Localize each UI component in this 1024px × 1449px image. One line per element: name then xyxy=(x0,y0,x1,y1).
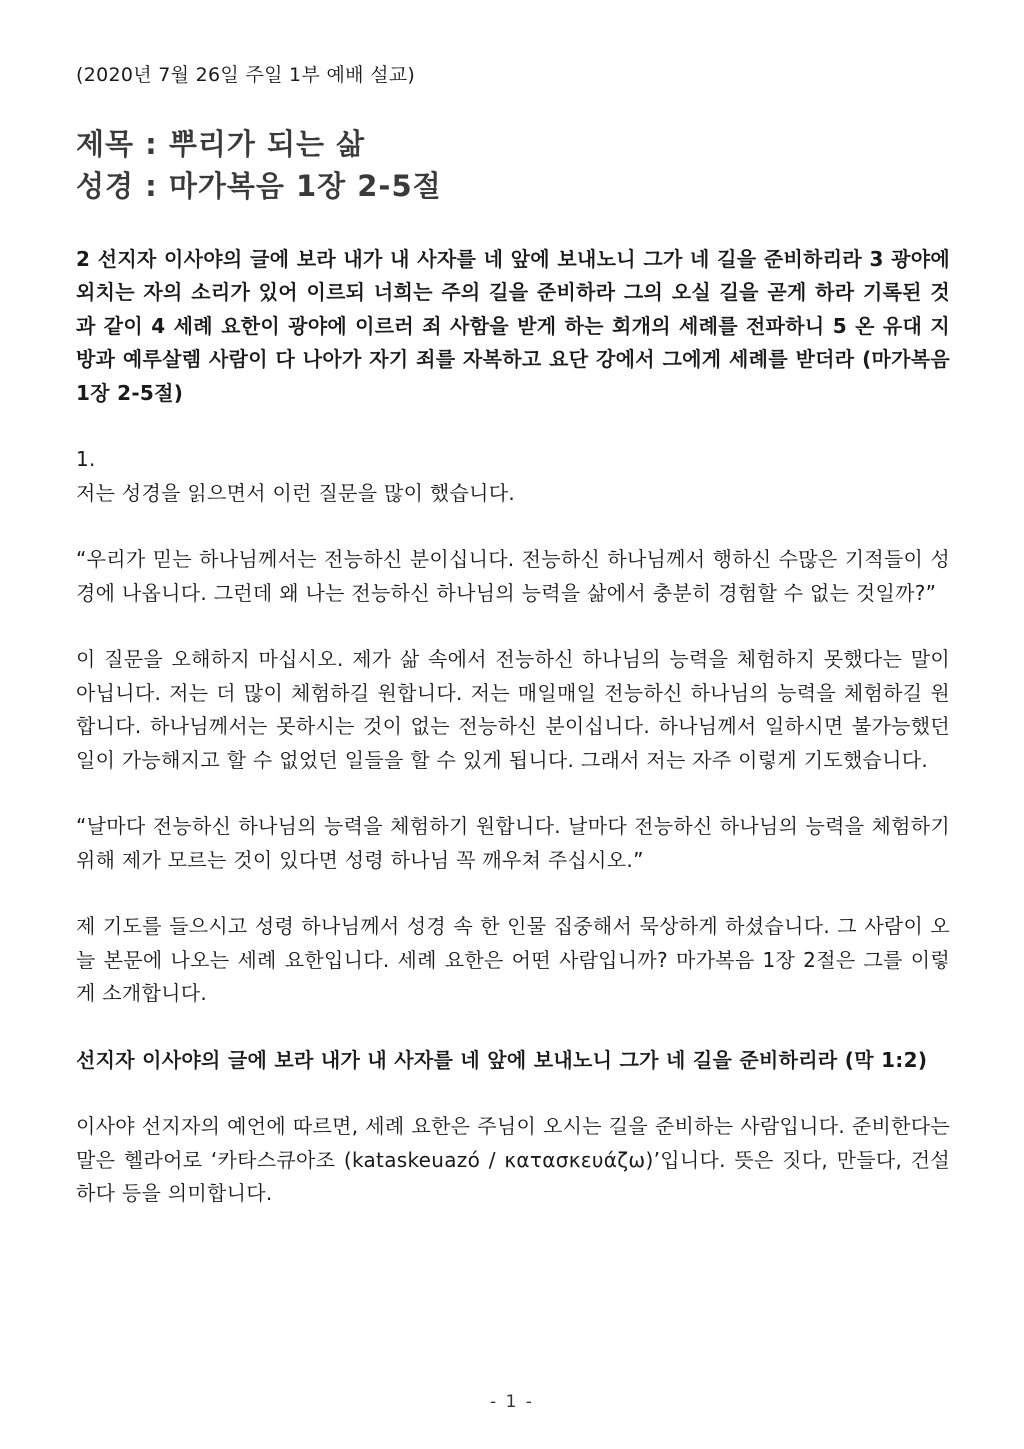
body-paragraph: 제 기도를 들으시고 성령 하나님께서 성경 속 한 인물 집중해서 묵상하게 하셨습니다. 그 사람이 오늘 본문에 나오는 세례 요한입니다. 세례 요한은 어떤 사람입니까? 마가복음 1장 2절은 그를 이렇게 소개합니다. xyxy=(76,914,950,1006)
body-paragraph: “우리가 믿는 하나님께서는 전능하신 분이십니다. 전능하신 하나님께서 행하신 수많은 기적들이 성경에 나옵니다. 그런데 왜 나는 전능하신 하나님의 능력을 삶에서 충분히 경험할 수 없는 것일까?” xyxy=(76,547,950,605)
scripture-text: 2 선지자 이사야의 글에 보라 내가 내 사자를 네 앞에 보내노니 그가 네 길을 준비하리라 3 광야에 외치는 자의 소리가 있어 이르되 너희는 주의 길을 준비하라 그의 오실 길을 곧게 하라 기록된 것과 같이 4 세례 요한이 광야에 이르러 죄 사함을 받게 하는 회개의 세례를 전파하니 5 온 유대 지방과 예루살렘 사람이 다 나아가 자기 죄를 자복하고 요단 강에서 그에게 세례를 받더라 (마가복음 1장 2-5절) xyxy=(76,246,950,405)
section-number: 1. xyxy=(76,447,96,472)
title-block xyxy=(76,123,950,207)
body-paragraph: 이사야 선지자의 예언에 따르면, 세례 요한은 주님이 오시는 길을 준비하는 사람입니다. 준비한다는 말은 헬라어로 ‘카타스큐아조 (kataskeuazó / κατασκευάζω)’입니다. 뜻은 짓다, 만들다, 건설하다 등을 의미합니다. xyxy=(76,1114,950,1206)
scripture-reference: 성경 : 마가복음 1장 2-5절 xyxy=(76,168,442,203)
body-paragraph: “날마다 전능하신 하나님의 능력을 체험하기 원합니다. 날마다 전능하신 하나님의 능력을 체험하기 위해 제가 모르는 것이 있다면 성령 하나님 꼭 깨우쳐 주십시오.” xyxy=(76,814,950,872)
body-paragraph: 이 질문을 오해하지 마십시오. 제가 삶 속에서 전능하신 하나님의 능력을 체험하지 못했다는 말이 아닙니다. 저는 더 많이 체험하길 원합니다. 저는 매일매일 전능하신 하나님의 능력을 체험하길 원합니다. 하나님께서는 못하시는 것이 없는 전능하신 분이십니다. 하나님께서 일하시면 불가능했던 일이 가능해지고 할 수 없었던 일들을 할 수 있게 됩니다. 그래서 저는 자주 이렇게 기도했습니다. xyxy=(76,647,950,772)
sermon-title: 제목 : 뿌리가 되는 삶 xyxy=(76,126,366,161)
body-paragraph: 저는 성경을 읽으면서 이런 질문을 많이 했습니다. xyxy=(76,480,516,505)
page-number: - 1 - xyxy=(490,1392,534,1412)
sermon-date-note: (2020년 7월 26일 주일 1부 예배 설교) xyxy=(76,64,416,86)
quoted-verse: 선지자 이사야의 글에 보라 내가 내 사자를 네 앞에 보내노니 그가 네 길을 준비하리라 (막 1:2) xyxy=(76,1047,928,1072)
